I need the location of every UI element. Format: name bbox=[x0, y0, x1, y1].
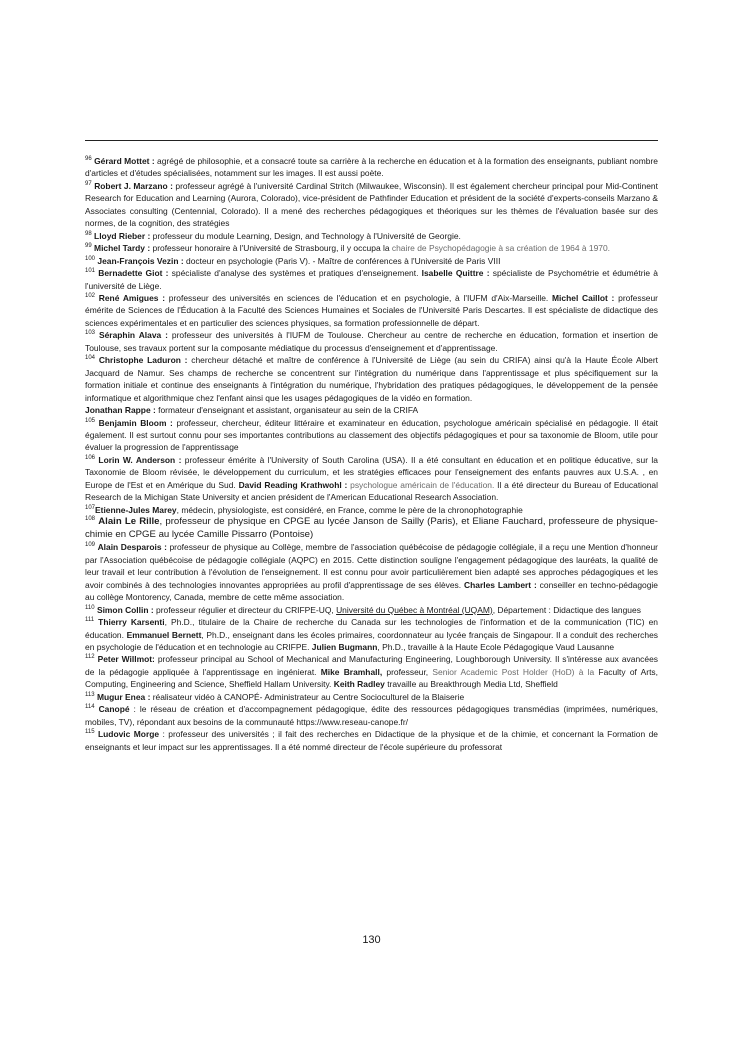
footnote-106: $^{106}$ Lorin W. Anderson : professeur émérite à l'University of South Carolina (USA). Il a été consultant en éducation et en politique éducative, sur la Taxonomie de Bloom révisée, le développement du curriculum, et les stratégies efficaces pour l'enseignement des enfants pauvres aux U.S.A. , en Europe de l'Est et en Amérique du Sud. David Reading Krathwohl : psychologue américain de l'éducation. Il a été directeur du Bureau of Educational Research de la Michigan State University et ancien président de l'American Educational Research Association. bbox=[85, 454, 658, 503]
footnote-112: $^{112}$ Peter Willmot: professeur principal au School of Mechanical and Manufacturing Engineering, Loughborough University. Il s'intéresse aux avancées de la pédagogie appliquée à l'apprentissage en ingénierat. Mike Bramhall, professeur, Senior Academic Post Holder (HoD) à la Faculty of Arts, Computing, Engineering and Science, Sheffield Hallam University. Keith Radley travaille au Breakthrough Media Ltd, Sheffield bbox=[85, 654, 658, 690]
footnote-104: $^{104}$ Christophe Laduron : chercheur détaché et maître de conférence à l'Université de Liège (au sein du CRIFA) ainsi qu'à la Haute École Albert Jacquard de Namur. Ses champs de recherche se concentrent sur l'intégration du numérique dans l'apprentissage et plus spécifiquement sur la formation initiale et continue des enseignants à l'intégration du numérique, l'hybridation des pratiques pédagogiques, le développement de la pensée informatique et algorithmique chez l'enfant ainsi que les usages pédagogiques de la vidéo en formation. bbox=[85, 355, 658, 403]
footnote-97: $^{97}$ Robert J. Marzano : professeur agrégé à l'université Cardinal Stritch (Milwaukee, Wisconsin). Il est également chercheur principal pour Mid-Continent Research for Education and Learning (Aurora, Colorado), vice-président de Pathfinder Education et président de la société d'experts-conseils Marzano & Associates consulting (Centennial, Colorado). Il a mené des recherches pédagogiques et théoriques sur les thèmes de l'évaluation basée sur des normes, de la cognition, des stratégies bbox=[85, 180, 658, 229]
footnote-98: $^{98}$ Lloyd Rieber : professeur du module Learning, Design, and Technology à l'Université de Georgie. bbox=[85, 230, 461, 241]
footnote-102: $^{102}$ René Amigues : professeur des universités en sciences de l'éducation et en psychologie, à l'IUFM d'Aix-Marseille. Michel Caillot : professeur émérite de Sciences de l'Éducation à la Faculté des Sciences Humaines et Sociales de l'Université Paris Descartes. Il est spécialiste de didactique des sciences expérimentales et en particulier des sciences physiques, sa formation professionnelle de départ. bbox=[85, 292, 658, 328]
footnote-96: $^{96}$ Gérard Mottet : agrégé de philosophie, et a consacré toute sa carrière à la recherche en éducation et à la formation des enseignants, publiant nombre d'articles et d'études spécialisées, notamment sur les images. Il est aussi poète. bbox=[85, 156, 658, 179]
footnote-separator bbox=[85, 140, 658, 141]
document-page bbox=[85, 0, 658, 1053]
page-number: 130 bbox=[362, 934, 381, 946]
footnote-107: $^{107}$Etienne-Jules Marey, médecin, physiologiste, est considéré, en France, comme le père de la chronophotographie bbox=[85, 504, 523, 515]
footnote-110: $^{110}$ Simon Collin : professeur régulier et directeur du CRIFPE-UQ, Université du Québec à Montréal (UQAM), Département : Didactique des langues bbox=[85, 604, 641, 615]
footnote-rappe: Jonathan Rappe : formateur d'enseignant et assistant, organisateur au sein de la CRIFA bbox=[85, 405, 419, 416]
footnote-105: $^{105}$ Benjamin Bloom : professeur, chercheur, éditeur littéraire et examinateur en éducation, psychologue américain spécialisé en pédagogie. Il était également. Il est surtout connu pour ses importantes contributions au classement des objectifs pédagogiques et pour sa taxonomie de Bloom, utile pour évaluer la progression de l'apprentissage bbox=[85, 417, 658, 453]
footnote-113: $^{113}$ Mugur Enea : réalisateur vidéo à CANOPÉ- Administrateur au Centre Socioculturel de la Blaiserie bbox=[85, 691, 465, 702]
footnote-101: $^{101}$ Bernadette Giot : spécialiste d'analyse des systèmes et pratiques d'enseignement. Isabelle Quittre : spécialiste de Psychométrie et édumétrie à l'université de Liège. bbox=[85, 268, 658, 291]
footnote-109: $^{109}$ Alain Desparois : professeur de physique au Collège, membre de l'association québécoise de pédagogie collégiale, il a reçu une Mention d'honneur par l'Association québécoise de pédagogie collégiale (AQPC) en 2015. Cette distinction souligne l'engagement pédagogique des lauréats, la qualité de leur travail et leur contribution à l'évolution de l'enseignement. Il est connu pour avoir particulièrement bien adapté ses approches pédagogiques et les avoir combinés à des technologies innovantes appropriées au profil d'apprentissage de ses élèves. Charles Lambert : conseiller en techno-pédagogie au collège Montorency, Canada, membre de cette même association. bbox=[85, 542, 658, 603]
footnote-111: $^{111}$ Thierry Karsenti, Ph.D., titulaire de la Chaire de recherche du Canada sur les technologies de l'information et de la communication (TIC) en éducation. Emmanuel Bernett, Ph.D., enseignant dans les écoles primaires, coordonnateur au lycée français de Singapour. Il a conduit des recherches en psychologie de l'éducation et en technologie au CRIFPE. Julien Bugmann, Ph.D., travaille à la Haute Ecole Pédagogique Vaud Lausanne bbox=[85, 617, 658, 652]
footnote-108: $^{108}$ Alain Le Rille, professeur de physique en CPGE au lycée Janson de Sailly (Paris), et Eliane Fauchard, professeure de physique-chimie en CPGE au lycée Camille Pissarro (Pontoise) bbox=[85, 515, 658, 540]
footnote-114: $^{114}$ Canopé : le réseau de création et d'accompagnement pédagogique, édite des ressources pédagogiques transmédias (imprimées, numériques, mobiles, TV), répondant aux besoins de la communauté https://www.reseau-canope.fr/ bbox=[85, 704, 658, 727]
footnotes-block bbox=[85, 155, 658, 945]
footnote-115: $^{115}$ Ludovic Morge : professeur des universités ; il fait des recherches en Didactique de la physique et de la chimie, et concernant la Formation de enseignants et leur impact sur les apprentissages. Il a été nommé directeur de l'école supérieure du professorat bbox=[85, 729, 658, 752]
footnote-103: $^{103}$ Séraphin Alava : professeur des universités à l'IUFM de Toulouse. Chercheur au centre de recherche en éducation, formation et insertion de Toulouse, ses travaux portent sur la composante médiatique du processus d'enseignement et d'apprentissage. bbox=[85, 330, 658, 353]
footnote-99: $^{99}$ Michel Tardy : professeur honoraire à l'Université de Strasbourg, il y occupa la chaire de Psychopédagogie à sa création de 1964 à 1970. bbox=[85, 243, 611, 254]
footnote-100: $^{100}$ Jean-François Vezin : docteur en psychologie (Paris V). - Maître de conférences à l'Université de Paris VIII bbox=[85, 255, 501, 266]
uqam-link[interactable]: Université du Québec à Montréal (UQAM) bbox=[336, 604, 493, 615]
